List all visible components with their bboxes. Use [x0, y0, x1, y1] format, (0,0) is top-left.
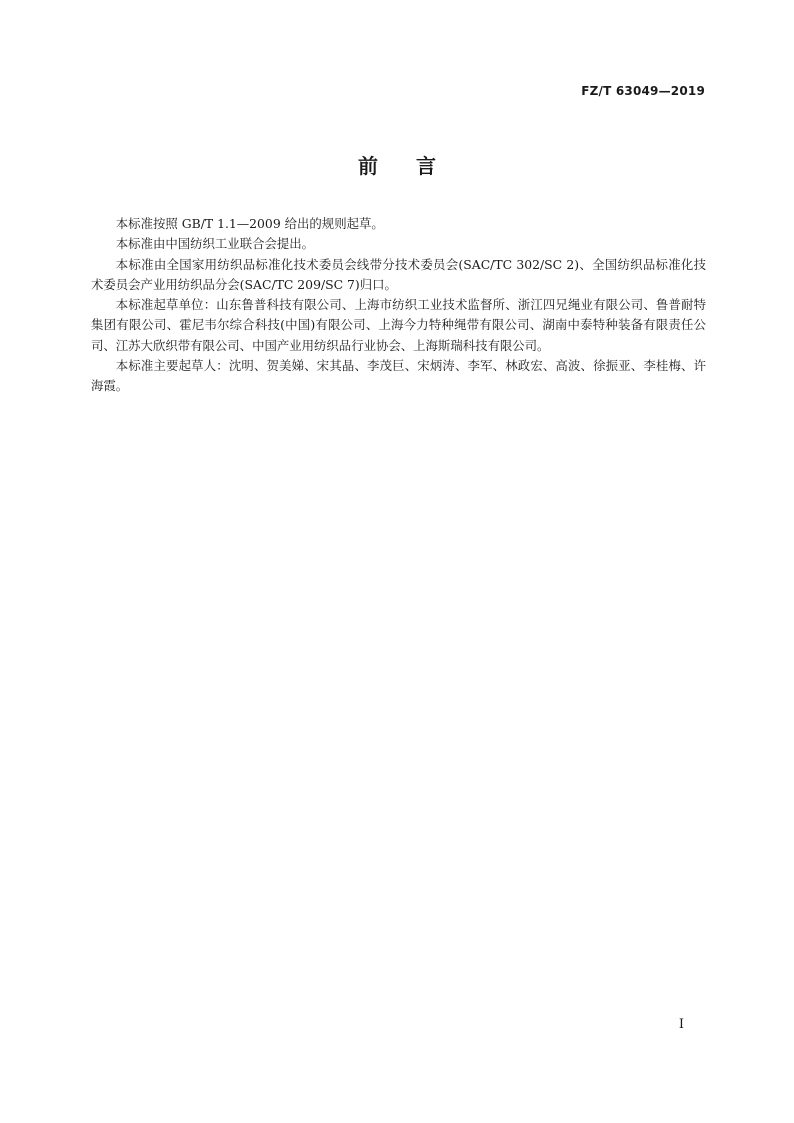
page-number: I — [678, 1017, 684, 1032]
paragraph-proposer: 本标准由中国纺织工业联合会提出。 — [115, 236, 315, 252]
standard-number: FZ/T 63049—2019 — [581, 84, 705, 98]
document-body — [91, 214, 706, 397]
paragraph-drafters: 本标准主要起草人：沈明、贺美娣、宋其晶、李茂巨、宋炳涛、李军、林政宏、高波、徐振亚、李桂梅、许海霞。 — [91, 358, 706, 394]
paragraph-drafting-units: 本标准起草单位：山东鲁普科技有限公司、上海市纺织工业技术监督所、浙江四兄绳业有限公司、鲁普耐特集团有限公司、霍尼韦尔综合科技(中国)有限公司、上海今力特种绳带有限公司、湖南中泰特种装备有限责任公司、江苏大欣织带有限公司、中国产业用纺织品行业协会、上海斯瑞科技有限公司。 — [91, 297, 706, 353]
page-title: 前言 — [358, 154, 474, 178]
paragraph-drafting-rules: 本标准按照 GB/T 1.1—2009 给出的规则起草。 — [115, 216, 384, 231]
paragraph-administration: 本标准由全国家用纺织品标准化技术委员会线带分技术委员会(SAC/TC 302/SC 2)、全国纺织品标准化技术委员会产业用纺织品分会(SAC/TC 209/SC 7)归口。 — [91, 256, 706, 292]
